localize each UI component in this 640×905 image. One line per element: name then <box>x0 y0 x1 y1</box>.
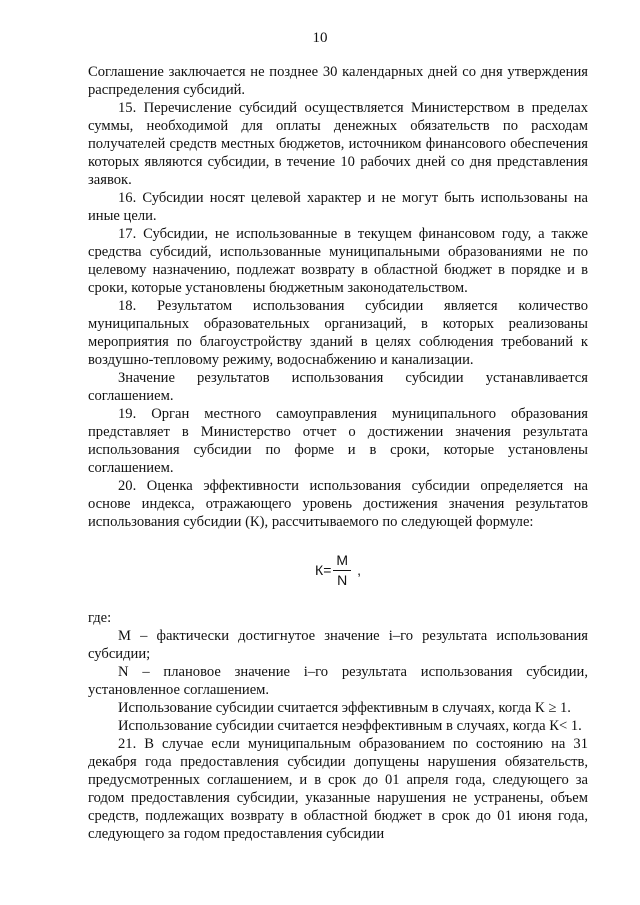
definition-n: N – плановое значение i–го результата использования субсидии, установленное соглашением. <box>88 664 588 698</box>
definition-m: М – фактически достигнутое значение i–го результата использования субсидии; <box>88 628 588 662</box>
page-number: 10 <box>312 30 328 46</box>
document-body <box>88 63 588 843</box>
formula-comma: , <box>357 562 361 578</box>
paragraph-18: 18. Результатом использования субсидии является количество муниципальных образовательных организаций, в которых реализованы мероприятия по благоустройству зданий в целях соблюдения требований к воздушно-тепловому режиму, водоснабжению и канализации. <box>88 298 588 368</box>
formula-fraction <box>333 552 351 589</box>
paragraph-18-result-value: Значение результатов использования субсидии устанавливается соглашением. <box>88 370 588 404</box>
formula-denominator: N <box>337 571 348 588</box>
paragraph-agreement-deadline: Соглашение заключается не позднее 30 календарных дней со дня утверждения распределения субсидий. <box>88 64 588 98</box>
paragraph-16: 16. Субсидии носят целевой характер и не могут быть использованы на иные цели. <box>88 190 588 224</box>
where-label: где: <box>88 610 112 626</box>
paragraph-21: 21. В случае если муниципальным образованием по состоянию на 31 декабря года предоставления субсидии допущены нарушения обязательств, предусмотренных соглашением, и в срок до 01 апреля года, следующего за годом предоставления субсидии, указанные нарушения не устранены, объем средств, подлежащих возврату в областной бюджет в срок до 01 июня года, следующего за годом предоставления субсидии <box>88 736 588 842</box>
effective-condition: Использование субсидии считается эффективным в случаях, когда К ≥ 1. <box>118 700 571 716</box>
paragraph-19: 19. Орган местного самоуправления муниципального образования представляет в Министерство отчет о достижении значения результата использования субсидии по форме и в сроки, которые установлены соглашением. <box>88 406 588 476</box>
paragraph-20: 20. Оценка эффективности использования субсидии определяется на основе индекса, отражающего уровень достижения значения результатов использования субсидии (К), рассчитываемого по следующей формуле: <box>88 478 588 530</box>
paragraph-15: 15. Перечисление субсидий осуществляется Министерством в пределах суммы, необходимой для оплаты денежных обязательств по расходам получателей средств местных бюджетов, источником финансового обеспечения которых являются субсидии, в течение 10 рабочих дней со дня представления заявок. <box>88 100 588 188</box>
ineffective-condition: Использование субсидии считается неэффективным в случаях, когда К< 1. <box>118 718 582 734</box>
efficiency-formula <box>88 531 588 609</box>
formula-numerator: M <box>333 552 351 571</box>
formula-lhs: К= <box>315 562 332 578</box>
paragraph-17: 17. Субсидии, не использованные в текущем финансовом году, а также средства субсидий, использованные муниципальными образованиями не по целевому назначению, подлежат возврату в областной бюджет в порядке и в сроки, которые установлены бюджетным законодательством. <box>88 226 588 296</box>
